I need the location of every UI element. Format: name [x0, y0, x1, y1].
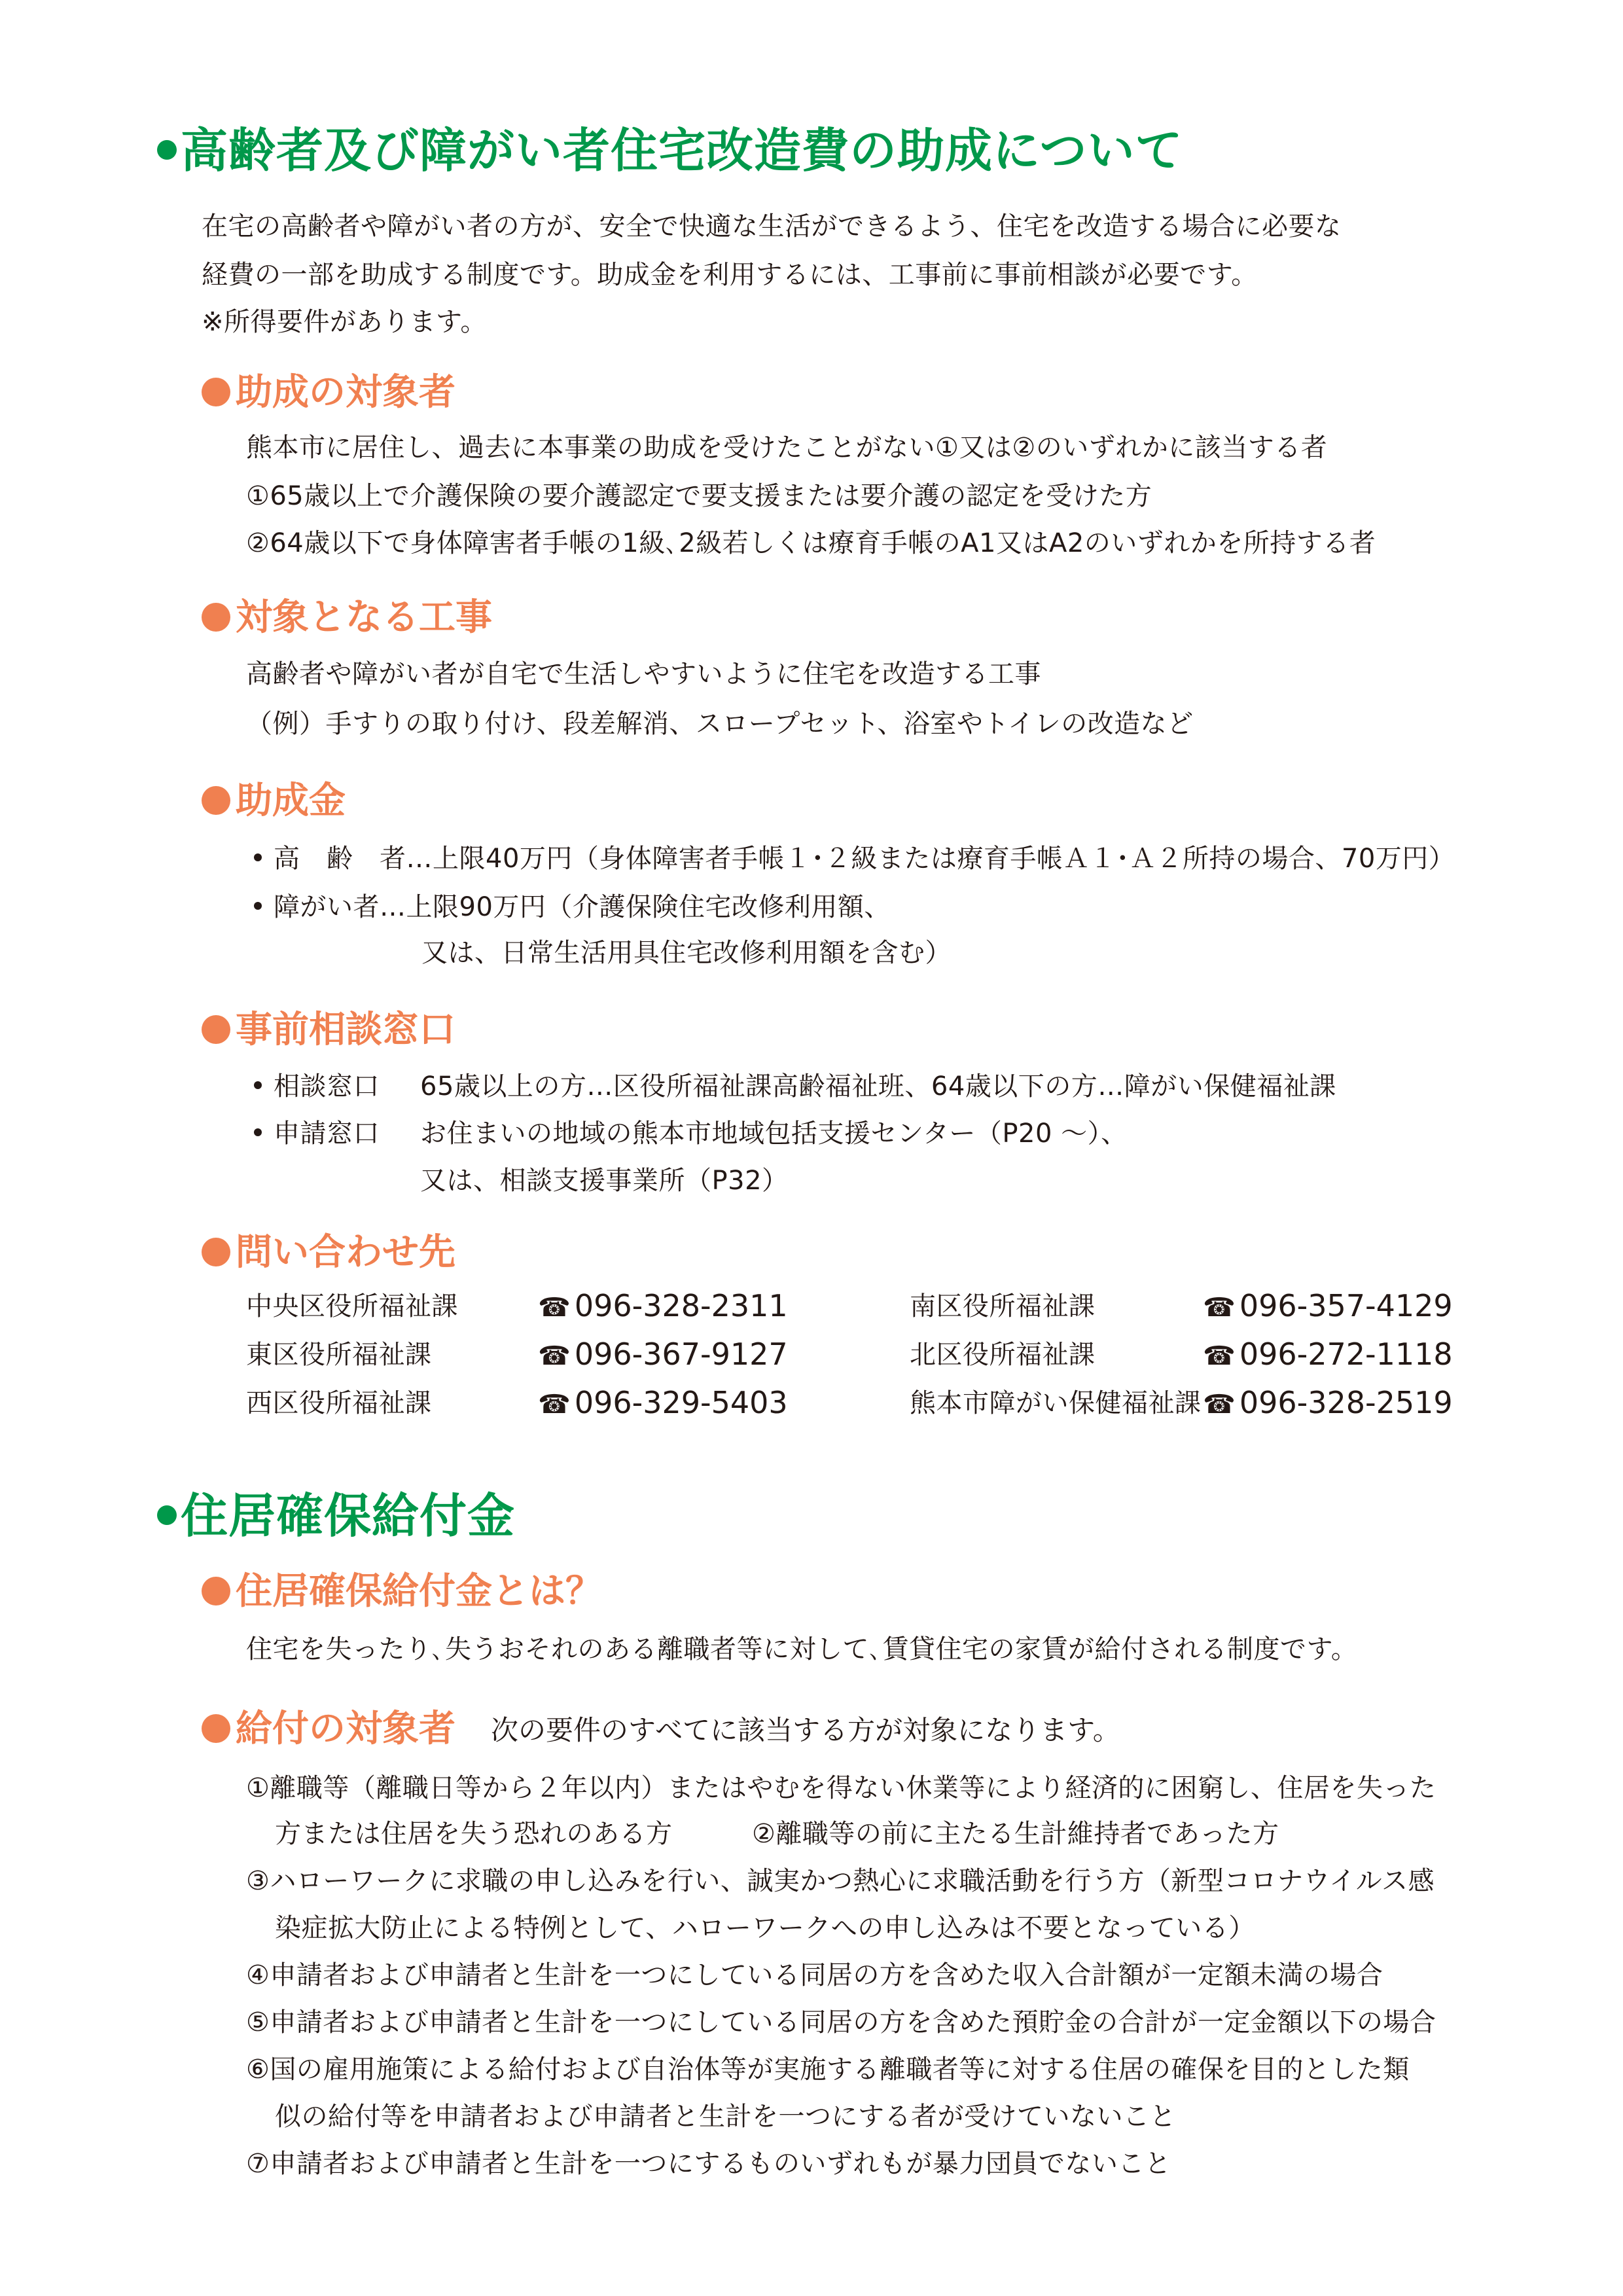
requirement-line: ①離職等（離職日等から２年以内）またはやむを得ない休業等により経済的に困窮し、住居を失った	[246, 1773, 1436, 1803]
works-line: 高齢者や障がい者が自宅で生活しやすいように住宅を改造する工事	[246, 659, 1041, 689]
phone-icon: ☎	[538, 1293, 571, 1323]
heading-text: 事前相談窓口	[236, 1009, 455, 1051]
bullet-icon	[254, 853, 262, 861]
grant-text: 上限40万円（身体障害者手帳１･２級または療育手帳Ａ１･Ａ２所持の場合、70万円）	[433, 844, 1455, 874]
intro-line: 経費の一部を助成する制度です。助成金を利用するには、工事前に事前相談が必要です。	[202, 260, 1258, 290]
intro-note: ※所得要件があります。	[202, 307, 487, 337]
heading-consult	[202, 1009, 455, 1051]
consult-item	[254, 1073, 1336, 1100]
bullet-dot-icon	[202, 1714, 230, 1743]
contact-tel[interactable]: ☎ 096-328-2311	[538, 1288, 788, 1323]
phone-icon: ☎	[1203, 1341, 1236, 1371]
consult-text: お住まいの地域の熊本市地域包括支援センター（P20 ～）、	[420, 1119, 1128, 1149]
grant-text-cont: 又は、日常生活用具住宅改修利用額を含む）	[421, 938, 952, 968]
eligibility-line: ①65歳以上で介護保険の要介護認定で要支援または要介護の認定を受けた方	[246, 481, 1152, 511]
bullet-dot-icon	[202, 378, 230, 406]
grant-item-elderly	[254, 846, 1455, 872]
eligibility-line: 熊本市に居住し、過去に本事業の助成を受けたことがない①又は②のいずれかに該当する者	[246, 433, 1328, 463]
heading-subtext: 次の要件のすべてに該当する方が対象になります。	[491, 1714, 1120, 1746]
what-line: 住宅を失ったり､失うおそれのある離職者等に対して､賃貸住宅の家賃が給付される制度です。	[246, 1634, 1358, 1664]
section-title-text: 高齢者及び障がい者住宅改造費の助成について	[181, 123, 1183, 178]
heading-text: 助成金	[236, 780, 346, 822]
heading-contacts	[202, 1231, 455, 1274]
requirement-line: ③ハローワークに求職の申し込みを行い、誠実かつ熱心に求職活動を行う方（新型コロナウイルス感	[246, 1866, 1435, 1896]
contact-name: 北区役所福祉課	[910, 1340, 1096, 1370]
works-line: （例）手すりの取り付け、段差解消、スロープセット、浴室やトイレの改造など	[246, 709, 1194, 739]
contact-tel[interactable]: ☎ 096-328-2519	[1203, 1385, 1453, 1420]
consult-item	[254, 1121, 1128, 1147]
grant-text: 上限90万円（介護保険住宅改修利用額、	[406, 892, 891, 922]
bullet-dot-icon	[202, 786, 230, 815]
requirement-line: 方または住居を失う恐れのある方 ②離職等の前に主たる生計維持者であった方	[275, 1819, 1279, 1849]
consult-label: 相談窓口	[274, 1071, 380, 1102]
consult-text-cont: 又は、相談支援事業所（P32）	[420, 1166, 789, 1196]
contact-name: 南区役所福祉課	[910, 1291, 1096, 1321]
requirement-line: 似の給付等を申請者および申請者と生計を一つにする者が受けていないこと	[275, 2102, 1176, 2132]
bullet-dot-icon	[202, 1015, 230, 1044]
heading-text: 問い合わせ先	[236, 1231, 455, 1274]
consult-text: 65歳以上の方…区役所福祉課高齢福祉班、64歳以下の方…障がい保健福祉課	[420, 1071, 1336, 1102]
contact-name: 東区役所福祉課	[246, 1340, 432, 1370]
grant-label: 障がい者…	[274, 892, 406, 922]
requirement-line: ⑦申請者および申請者と生計を一つにするものいずれもが暴力団員でないこと	[246, 2149, 1171, 2179]
contact-name: 熊本市障がい保健福祉課	[910, 1388, 1202, 1418]
heading-text: 給付の対象者	[236, 1708, 455, 1750]
intro-line: 在宅の高齢者や障がい者の方が、安全で快適な生活ができるよう、住宅を改造する場合に必要な	[202, 211, 1342, 242]
contact-name: 西区役所福祉課	[246, 1388, 432, 1418]
contact-name: 中央区役所福祉課	[246, 1291, 458, 1321]
heading-text: 住居確保給付金とは？	[236, 1570, 602, 1613]
bullet-icon	[254, 1128, 262, 1136]
section-title-housing-renovation	[157, 123, 1183, 178]
heading-target-works	[202, 596, 492, 639]
heading-text: 助成の対象者	[236, 371, 455, 414]
bullet-dot-icon	[157, 1505, 177, 1525]
section-title-text: 住居確保給付金	[181, 1488, 516, 1543]
bullet-dot-icon	[157, 140, 177, 160]
requirement-line: ④申請者および申請者と生計を一つにしている同居の方を含めた収入合計額が一定額未満の場合	[246, 1960, 1383, 1990]
heading-what-is	[202, 1570, 602, 1613]
phone-icon: ☎	[538, 1341, 571, 1371]
heading-benefit-target	[202, 1708, 1120, 1750]
requirement-line: ⑤申請者および申請者と生計を一つにしている同居の方を含めた預貯金の合計が一定金額以下の場合	[246, 2007, 1436, 2037]
bullet-icon	[254, 902, 262, 910]
bullet-dot-icon	[202, 1238, 230, 1266]
grant-label: 高 齢 者…	[274, 844, 433, 874]
heading-text: 対象となる工事	[236, 596, 492, 639]
requirement-line: 染症拡大防止による特例として、ハローワークへの申し込みは不要となっている）	[275, 1913, 1255, 1943]
contact-tel[interactable]: ☎ 096-367-9127	[538, 1336, 788, 1372]
phone-icon: ☎	[1203, 1293, 1236, 1323]
requirement-line: ⑥国の雇用施策による給付および自治体等が実施する離職者等に対する住居の確保を目的とした類	[246, 2054, 1410, 2085]
grant-item-disabled	[254, 894, 891, 920]
contact-tel[interactable]: ☎ 096-329-5403	[538, 1385, 788, 1420]
bullet-dot-icon	[202, 1577, 230, 1605]
heading-eligibility	[202, 371, 455, 414]
phone-icon: ☎	[538, 1390, 571, 1420]
heading-grant	[202, 780, 346, 822]
eligibility-line: ②64歳以下で身体障害者手帳の1級､2級若しくは療育手帳のA1又はA2のいずれかを所持する者	[246, 528, 1376, 558]
section-title-housing-benefit	[157, 1488, 516, 1543]
bullet-icon	[254, 1081, 262, 1089]
consult-label: 申請窓口	[274, 1119, 380, 1149]
bullet-dot-icon	[202, 603, 230, 632]
phone-icon: ☎	[1203, 1390, 1236, 1420]
contact-tel[interactable]: ☎ 096-357-4129	[1203, 1288, 1453, 1323]
contact-tel[interactable]: ☎ 096-272-1118	[1203, 1336, 1453, 1372]
